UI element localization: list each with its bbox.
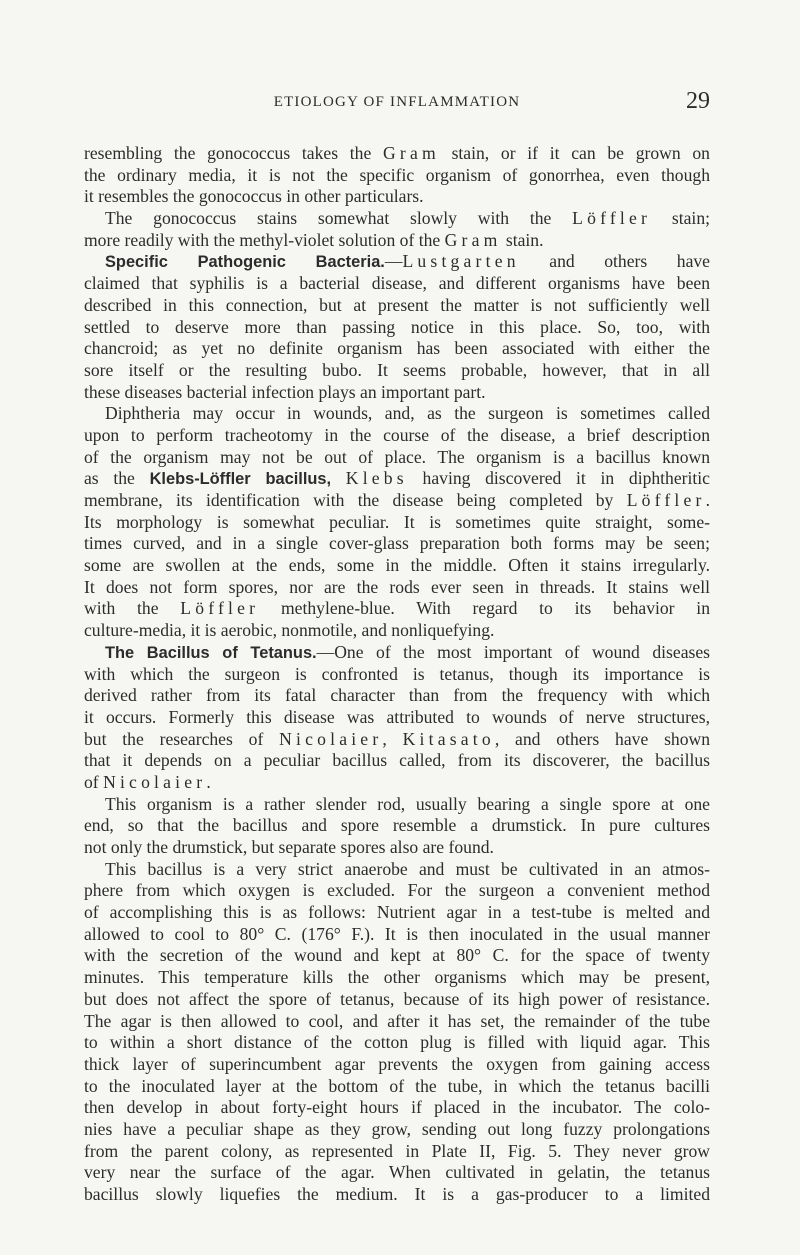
author-name: Löffler <box>180 598 260 619</box>
text-line: with which the surgeon is confronted is tetanus, though its importance is <box>84 663 710 684</box>
text-line: but does not affect the spore of tetanus, because of its high power of resistance. <box>84 988 710 1009</box>
text-line: from the parent colony, as represented in Plate II, Fig. 5. They never grow <box>84 1140 710 1161</box>
author-name: Klebs <box>345 468 408 489</box>
text-line: very near the surface of the agar. When cultivated in gelatin, the tetanus <box>84 1162 710 1183</box>
text-line: then develop in about forty-eight hours if placed in the incubator. The colo- <box>84 1097 710 1118</box>
text-line: it resembles the gonococcus in other particulars. <box>84 186 424 207</box>
text-line: The gonococcus stains somewhat slowly with the Löffler stain; <box>105 208 711 229</box>
text-line: these diseases bacterial infection plays an important part. <box>84 381 486 402</box>
text-line: nies have a peculiar shape as they grow, sending out long fuzzy prolongations <box>84 1118 710 1139</box>
text-line: with the Löffler methylene-blue. With regard to its behavior in <box>84 598 710 619</box>
text-line: of the organism may not be out of place. The organism is a bacillus known <box>84 446 710 467</box>
text-line: allowed to cool to 80° C. (176° F.). It is then inoculated in the usual manner <box>84 923 710 944</box>
text-line: culture-media, it is aerobic, nonmotile, and nonliquefying. <box>84 620 495 641</box>
section-heading: Specific Pathogenic Bacteria. <box>105 253 385 272</box>
text-line: but the researches of Nicolaier, Kitasato, and others have shown <box>84 728 711 749</box>
author-name: Nicolaier <box>279 728 383 749</box>
text-line: membrane, its identification with the disease being completed by Löffler. <box>84 490 710 510</box>
author-name: Kitasato <box>402 728 495 749</box>
text-line: settled to deserve more than passing notice in this place. So, too, with <box>84 316 710 337</box>
text-line: thick layer of superincumbent agar prevents the oxygen from gaining access <box>84 1053 710 1074</box>
text-line: resembling the gonococcus takes the Gram stain, or if it can be grown on <box>84 143 710 163</box>
text-line: as the Klebs-Löffler bacillus, Klebs having discovered it in diphtheritic <box>84 468 710 489</box>
text-line: This organism is a rather slender rod, usually bearing a single spore at one <box>105 793 710 814</box>
text-line: that it depends on a peculiar bacillus called, from its discoverer, the bacillus <box>84 750 710 771</box>
author-name: Gram <box>382 143 440 163</box>
text-line: minutes. This temperature kills the other organisms which may be present, <box>84 967 710 988</box>
bold-term: Klebs-Löffler bacillus, <box>149 470 332 489</box>
text-line: claimed that syphilis is a bacterial disease, and different organisms have been <box>84 273 710 294</box>
text-line: derived rather from its fatal character than from the frequency with which <box>84 685 710 706</box>
text-line: described in this connection, but at present the matter is not sufficiently well <box>84 294 710 315</box>
text-line: This bacillus is a very strict anaerobe and must be cultivated in an atmos- <box>105 858 710 879</box>
text-line: it occurs. Formerly this disease was attributed to wounds of nerve structures, <box>84 706 710 727</box>
text-line: with the secretion of the wound and kept at 80° C. for the space of twenty <box>84 945 710 966</box>
author-name: Lustgarten <box>402 251 520 272</box>
author-name: Gram <box>444 229 502 250</box>
text-line: of accomplishing this is as follows: Nutrient agar in a test-tube is melted and <box>84 902 710 923</box>
text-line: the ordinary media, it is not the specific organism of gonorrhea, even though <box>84 164 710 185</box>
text-line: The agar is then allowed to cool, and after it has set, the remainder of the tube <box>84 1010 710 1031</box>
text-line: It does not form spores, nor are the rods ever seen in threads. It stains well <box>84 576 710 597</box>
text-line: not only the drumstick, but separate spores also are found. <box>84 837 494 857</box>
text-line: Specific Pathogenic Bacteria.—Lustgarten and others have <box>105 251 710 272</box>
author-name: Nicolaier <box>103 771 207 792</box>
text-line: some are swollen at the ends, some in the middle. Often it stains irregularly. <box>84 555 710 576</box>
page-number: 29 <box>686 88 710 114</box>
text-line: phere from which oxygen is excluded. For the surgeon a convenient method <box>84 880 710 901</box>
text-line: chancroid; as yet no definite organism has been associated with either the <box>84 338 710 359</box>
text-line: of Nicolaier. <box>84 771 211 792</box>
body-text <box>84 143 710 1206</box>
running-title: ETIOLOGY OF INFLAMMATION <box>273 94 521 110</box>
text-line: more readily with the methyl-violet solution of the Gram stain. <box>84 229 544 250</box>
text-line: upon to perform tracheotomy in the course of the disease, a brief description <box>84 424 710 445</box>
section-heading: The Bacillus of Tetanus. <box>105 643 317 662</box>
text-line: times curved, and in a single cover-glass preparation both forms may be seen; <box>84 533 710 554</box>
author-name: Löffler <box>572 208 652 229</box>
author-name: Löffler <box>626 490 706 510</box>
page-header <box>84 88 710 118</box>
text-line: end, so that the bacillus and spore resemble a drumstick. In pure cultures <box>84 815 710 836</box>
text-line: bacillus slowly liquefies the medium. It is a gas-producer to a limited <box>84 1184 710 1204</box>
text-line: to the inoculated layer at the bottom of the tube, in which the tetanus bacilli <box>84 1075 710 1096</box>
text-line: to within a short distance of the cotton plug is filled with liquid agar. This <box>84 1032 710 1053</box>
text-line: Its morphology is somewhat peculiar. It is sometimes quite straight, some- <box>84 511 710 532</box>
text-line: The Bacillus of Tetanus.—One of the most important of wound diseases <box>105 641 711 662</box>
text-line: sore itself or the resulting bubo. It seems probable, however, that in all <box>84 359 710 380</box>
text-line: Diphtheria may occur in wounds, and, as the surgeon is sometimes called <box>105 403 710 424</box>
